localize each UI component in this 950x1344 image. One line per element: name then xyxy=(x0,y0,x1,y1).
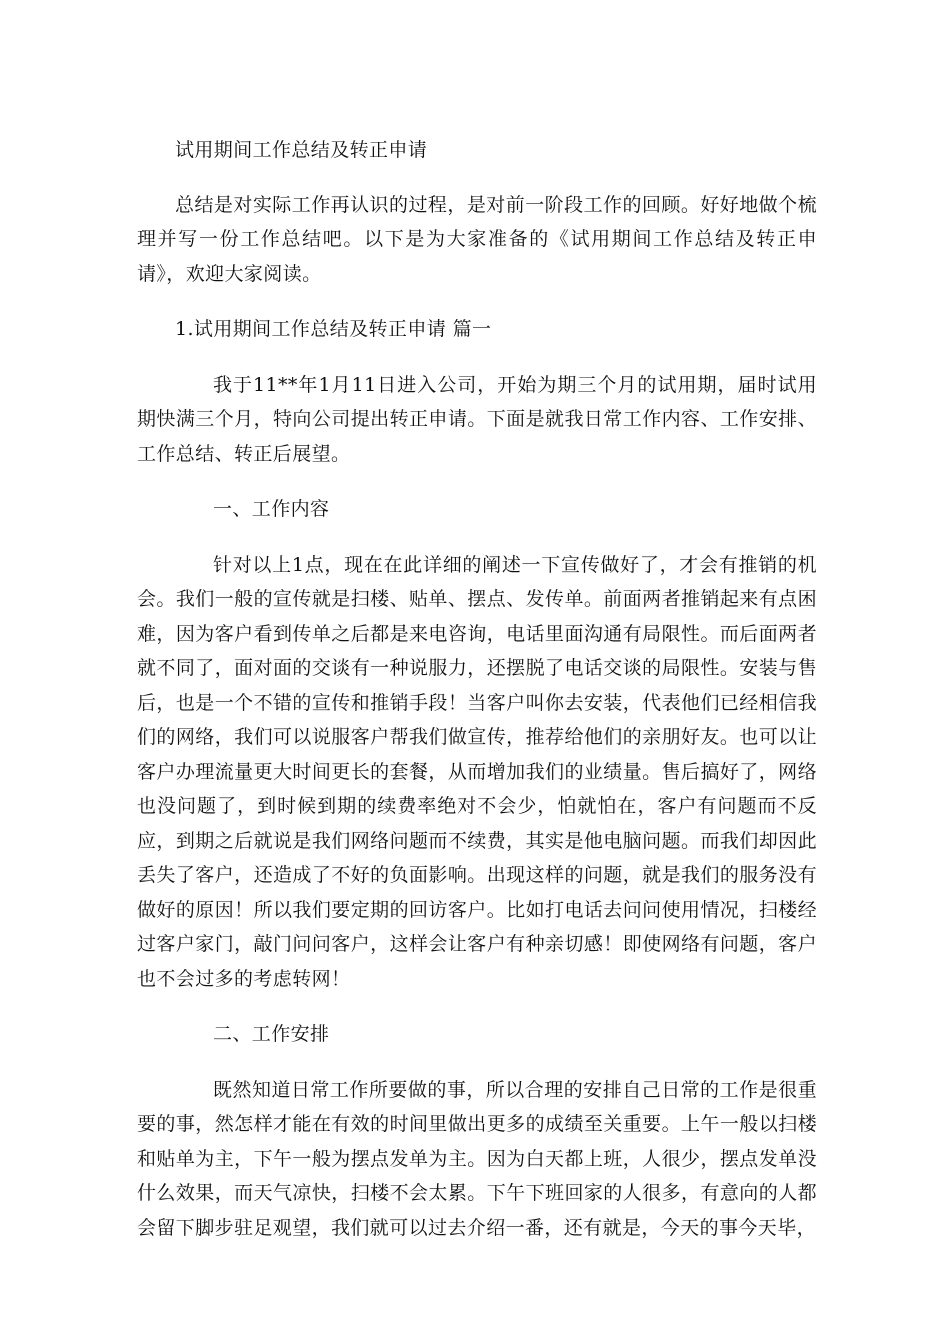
paragraph-2: 针对以上1点，现在在此详细的阐述一下宣传做好了，才会有推销的机会。我们一般的宣传就是扫楼、贴单、摆点、发传单。前面两者推销起来有点困难，因为客户看到传单之后都是来电咨询，电话里面沟通有局限性。而后面两者就不同了，面对面的交谈有一种说服力，还摆脱了电话交谈的局限性。安装与售后，也是一个不错的宣传和推销手段！当客户叫你去安装，代表他们已经相信我们的网络，我们可以说服客户帮我们做宣传，推荐给他们的亲朋好友。也可以让客户办理流量更大时间更长的套餐，从而增加我们的业绩量。售后搞好了，网络也没问题了，到时候到期的续费率绝对不会少，怕就怕在，客户有问题而不反应，到期之后就说是我们网络问题而不续费，其实是他电脑问题。而我们却因此丢失了客户，还造成了不好的负面影响。出现这样的问题，就是我们的服务没有做好的原因！所以我们要定期的回访客户。比如打电话去问问使用情况，扫楼经过客户家门，敲门问问客户，这样会让客户有种亲切感！即使网络有问题，客户也不会过多的考虑转网！ xyxy=(137,553,817,990)
section-title: 1.试用期间工作总结及转正申请 篇一 xyxy=(175,318,492,340)
intro-paragraph: 总结是对实际工作再认识的过程，是对前一阶段工作的回顾。好好地做个梳理并写一份工作总结吧。以下是为大家准备的《试用期间工作总结及转正申请》，欢迎大家阅读。 xyxy=(137,193,817,285)
heading-work-content: 一、工作内容 xyxy=(213,498,330,520)
paragraph-1: 我于11**年1月11日进入公司，开始为期三个月的试用期，届时试用期快满三个月，特向公司提出转正申请。下面是就我日常工作内容、工作安排、工作总结、转正后展望。 xyxy=(137,373,817,465)
document-title: 试用期间工作总结及转正申请 xyxy=(175,139,428,161)
paragraph-3: 既然知道日常工作所要做的事，所以合理的安排自己日常的工作是很重要的事，然怎样才能在有效的时间里做出更多的成绩至关重要。上午一般以扫楼和贴单为主，下午一般为摆点发单为主。因为白天都上班，人很少，摆点发单没什么效果，而天气凉快，扫楼不会太累。下午下班回家的人很多，有意向的人都会留下脚步驻足观望，我们就可以过去介绍一番，还有就是，今天的事今天毕， xyxy=(137,1078,817,1239)
document-body xyxy=(137,133,817,1266)
heading-work-arrangement: 二、工作安排 xyxy=(213,1023,330,1045)
